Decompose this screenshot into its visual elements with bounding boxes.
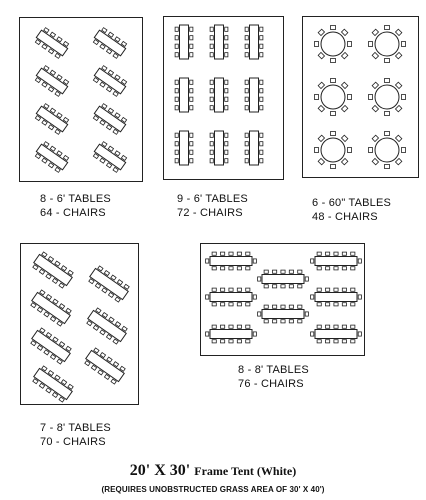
table-5 <box>29 327 73 365</box>
table-7 <box>206 325 257 343</box>
layout-5-diagram <box>200 243 365 356</box>
table-5 <box>210 78 228 112</box>
table-6 <box>258 305 309 323</box>
layout-5-tables <box>201 244 366 357</box>
layout-4-tables <box>21 244 140 406</box>
table-3 <box>245 25 263 59</box>
layout-3-table-count: 6 - 60" TABLES <box>312 197 392 209</box>
round-table-2 <box>369 26 406 63</box>
layout-4-table-count: 7 - 8' TABLES <box>40 422 111 434</box>
table-1 <box>175 25 193 59</box>
tent-title <box>0 462 426 480</box>
table-1 <box>206 252 257 270</box>
table-8 <box>210 131 228 165</box>
layout-4-diagram <box>20 243 139 405</box>
table-4 <box>92 65 128 98</box>
layout-3-chair-count: 48 - CHAIRS <box>312 211 378 223</box>
table-3 <box>29 289 73 327</box>
layout-3-caption <box>312 196 391 224</box>
table-3 <box>258 270 309 288</box>
layout-1-caption <box>40 192 111 220</box>
table-2 <box>87 265 131 303</box>
round-table-1 <box>315 26 352 63</box>
layout-3-tables <box>303 17 420 179</box>
round-table-4 <box>369 79 406 116</box>
grass-area-note: (REQUIRES UNOBSTRUCTED GRASS AREA OF 30' X 40') <box>101 485 325 494</box>
table-6 <box>245 78 263 112</box>
layout-2-tables <box>164 17 285 181</box>
layout-4-chair-count: 70 - CHAIRS <box>40 436 106 448</box>
table-7 <box>34 141 70 174</box>
table-5 <box>311 288 362 306</box>
layout-3-diagram <box>302 16 419 178</box>
table-9 <box>245 131 263 165</box>
layout-5-chair-count: 76 - CHAIRS <box>238 378 304 390</box>
table-7 <box>175 131 193 165</box>
table-1 <box>34 27 70 60</box>
round-table-3 <box>315 79 352 116</box>
layout-1-tables <box>20 18 144 183</box>
layout-2-diagram <box>163 16 284 180</box>
table-2 <box>92 27 128 60</box>
layout-1-table-count: 8 - 6' TABLES <box>40 193 111 205</box>
layout-2-chair-count: 72 - CHAIRS <box>177 207 243 219</box>
layout-1-chair-count: 64 - CHAIRS <box>40 207 106 219</box>
table-8 <box>92 141 128 174</box>
table-6 <box>92 103 128 136</box>
table-6 <box>83 347 127 385</box>
layout-1-diagram <box>19 17 143 182</box>
layout-2-caption <box>177 192 248 220</box>
table-4 <box>175 78 193 112</box>
table-7 <box>31 365 75 403</box>
table-4 <box>85 307 129 345</box>
table-8 <box>311 325 362 343</box>
table-2 <box>210 25 228 59</box>
layout-5-caption <box>238 363 309 391</box>
layout-2-table-count: 9 - 6' TABLES <box>177 193 248 205</box>
layout-5-table-count: 8 - 8' TABLES <box>238 364 309 376</box>
table-4 <box>206 288 257 306</box>
round-table-6 <box>369 132 406 169</box>
table-1 <box>31 251 75 289</box>
round-table-5 <box>315 132 352 169</box>
table-3 <box>34 65 70 98</box>
table-2 <box>311 252 362 270</box>
tent-size: 20' X 30' <box>129 462 191 479</box>
table-5 <box>34 103 70 136</box>
tent-type: Frame Tent (White) <box>194 464 297 478</box>
layout-4-caption <box>40 421 111 449</box>
